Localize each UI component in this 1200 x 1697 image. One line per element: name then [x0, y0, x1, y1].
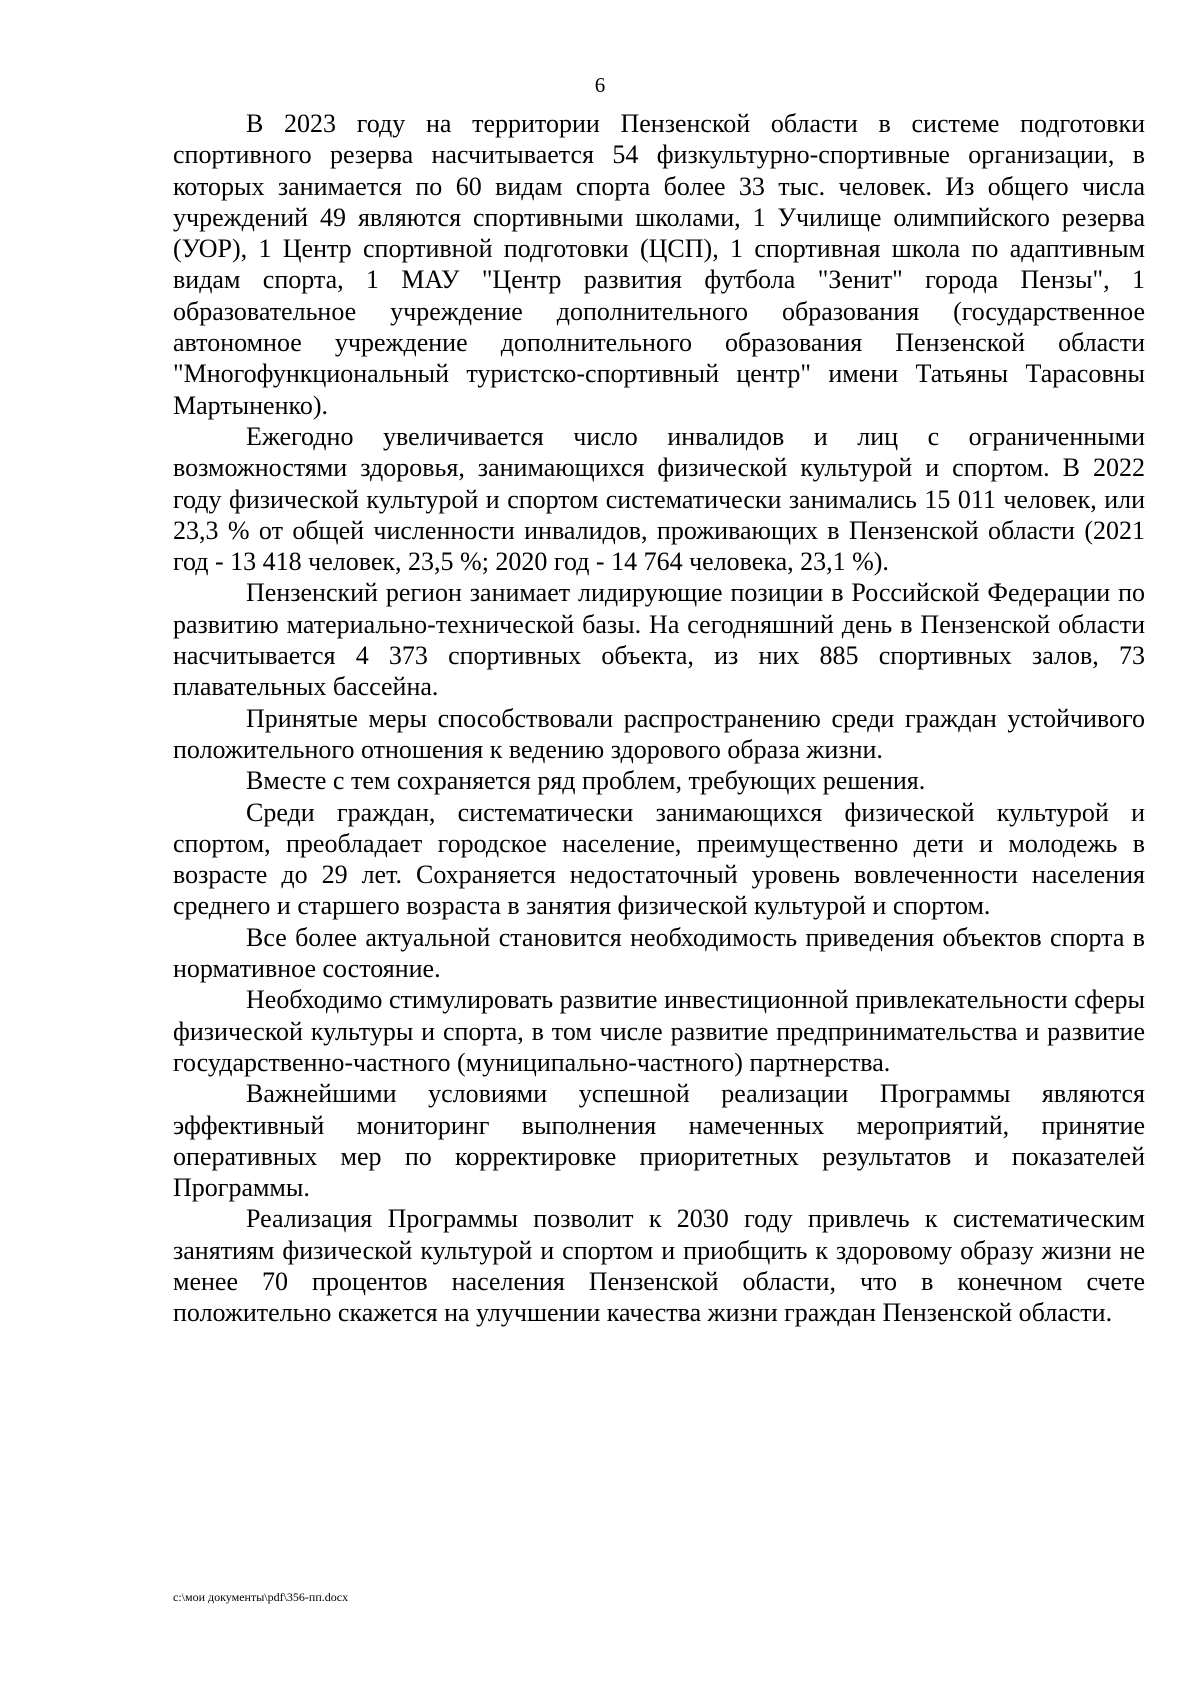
- paragraph-program-goal: Реализация Программы позволит к 2030 году привлечь к систематическим занятиям физической культурой и спортом и приобщить к здоровому образу жизни не менее 70 процентов населения Пензенской области, что в конечном счете положительно скажется на улучшении качества жизни граждан Пензенской области.: [173, 1204, 1145, 1328]
- paragraph-disabled-persons: Ежегодно увеличивается число инвалидов и лиц с ограниченными возможностями здоровья, занимающихся физической культурой и спортом. В 2022 году физической культурой и спортом систематически занимались 15 011 человек, или 23,3 % от общей численности инвалидов, проживающих в Пензенской области (2021 год - 13 418 человек, 23,5 %; 2020 год - 14 764 человека, 23,1 %).: [173, 421, 1145, 577]
- paragraph-problems: Вместе с тем сохраняется ряд проблем, требующих решения.: [246, 766, 926, 796]
- document-body: [173, 108, 1145, 1329]
- page-number: 6: [594, 73, 606, 97]
- paragraph-sports-facilities: Пензенский регион занимает лидирующие позиции в Российской Федерации по развитию материально-технической базы. На сегодняшний день в Пензенской области насчитывается 4 373 спортивных объекта, из них 885 спортивных залов, 73 плавательных бассейна.: [173, 578, 1145, 702]
- footer-file-path: c:\мои документы\pdf\356-пп.docx: [173, 1590, 349, 1604]
- paragraph-facility-condition: Все более актуальной становится необходимость приведения объектов спорта в нормативное состояние.: [173, 922, 1145, 984]
- paragraph-sport-reserve: В 2023 году на территории Пензенской области в системе подготовки спортивного резерва насчитывается 54 физкультурно-спортивные организации, в которых занимается по 60 видам спорта более 33 тыс. человек. Из общего числа учреждений 49 являются спортивными школами, 1 Училище олимпийского резерва (УОР), 1 Центр спортивной подготовки (ЦСП), 1 спортивная школа по адаптивным видам спорта, 1 МАУ "Центр развития футбола "Зенит" города Пензы", 1 образовательное учреждение дополнительного образования (государственное автономное учреждение дополнительного образования Пензенской области "Многофункциональный туристско-спортивный центр" имени Татьяны Тарасовны Мартыненко).: [173, 109, 1145, 420]
- paragraph-monitoring: Важнейшими условиями успешной реализации Программы являются эффективный мониторинг выполнения намеченных мероприятий, принятие оперативных мер по корректировке приоритетных результатов и показателей Программы.: [173, 1079, 1145, 1203]
- paragraph-healthy-lifestyle: Принятые меры способствовали распространению среди граждан устойчивого положительного отношения к ведению здорового образа жизни.: [173, 703, 1145, 764]
- paragraph-population-involvement: Среди граждан, систематически занимающихся физической культурой и спортом, преобладает городское население, преимущественно дети и молодежь в возрасте до 29 лет. Сохраняется недостаточный уровень вовлеченности населения среднего и старшего возраста в занятия физической культурой и спортом.: [173, 797, 1145, 921]
- paragraph-investment: Необходимо стимулировать развитие инвестиционной привлекательности сферы физической культуры и спорта, в том числе развитие предпринимательства и развитие государственно-частного (муниципально-частного) партнерства.: [173, 985, 1145, 1077]
